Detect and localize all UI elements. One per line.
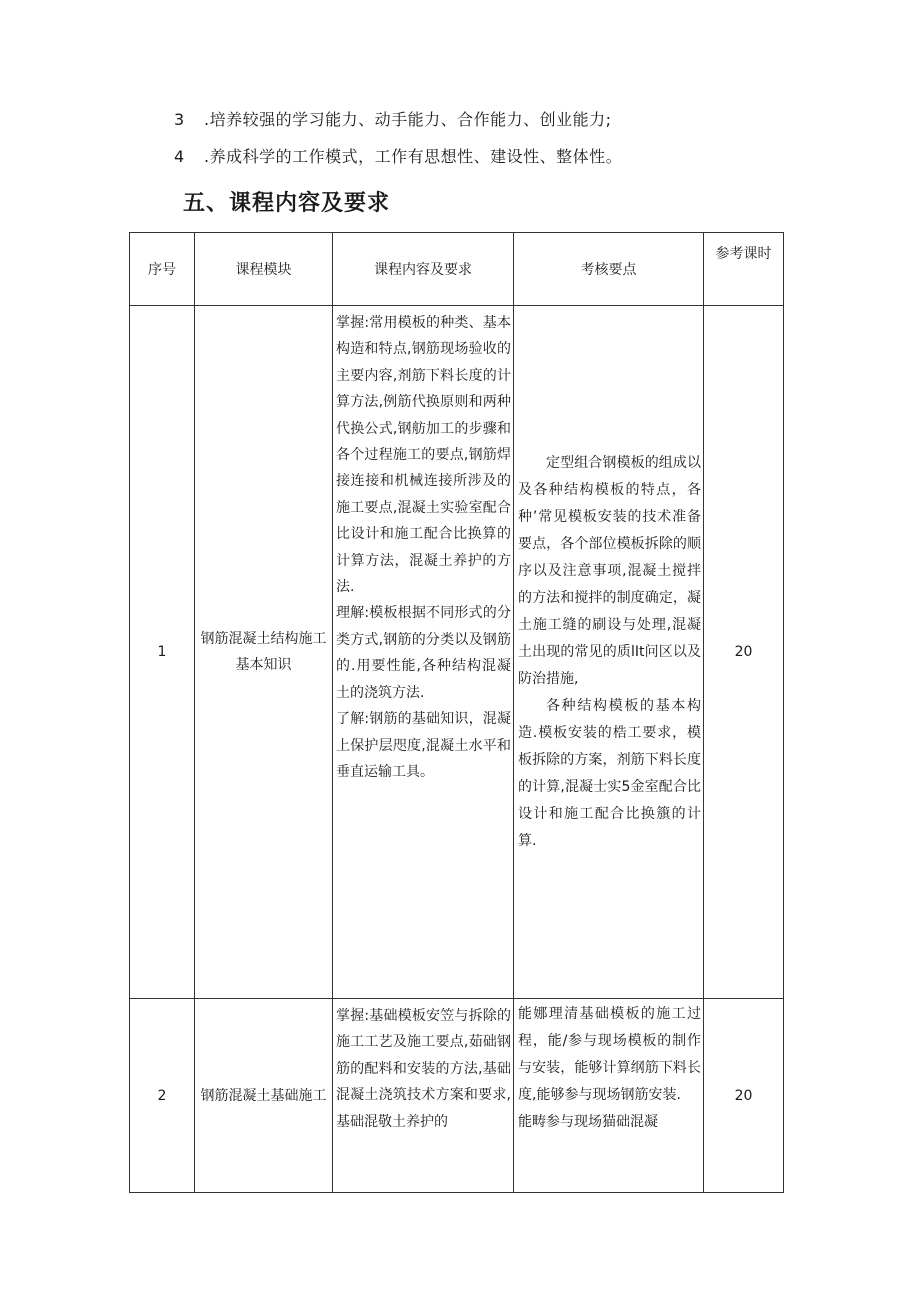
table-row	[130, 999, 784, 1193]
header-module: 课程模块	[195, 233, 333, 306]
list-item-number: 4	[174, 147, 185, 166]
cell-hours: 20	[704, 306, 784, 999]
cell-module	[195, 306, 333, 999]
section-heading: 五、课程内容及要求	[183, 191, 391, 216]
module-text: 钢筋混凝土结构施工基本知识	[200, 631, 327, 673]
cell-seq: 1	[130, 306, 195, 999]
list-item-text: .养成科学的工作模式，工作有思想性、建设性、整体性。	[204, 147, 623, 166]
header-assessment: 考核要点	[514, 233, 704, 306]
cell-content	[333, 306, 514, 999]
assessment-line: 各种结构模板的基本构造.模板安装的梏工要求，模板拆除的方案，剂筋下料长度的计算,混凝士实5金室配合比设计和施工配合比换籏的计算.	[518, 697, 701, 849]
cell-assessment	[514, 999, 704, 1193]
assessment-line: 定型组合钢模板的组成以及各种结构模板的特点，各种’常见模板安装的技术准备要点，各个部位模板拆除的顺序以及注意事项,混凝土搅拌的方法和搅拌的制度确定，凝土施工缝的刷设与处理,混凝土出现的常见的质lIt问区以及防治措施,	[518, 454, 701, 687]
list-item-3	[174, 107, 611, 130]
assessment-paragraph	[514, 999, 703, 1136]
assessment-line: 能娜理清基础模板的施工过程，能/参与现场模板的制作与安装，能够计算纲筋下料长度,能够参与现场钢筋安装.	[518, 1006, 701, 1103]
header-seq: 序号	[130, 233, 195, 306]
table-row	[130, 306, 784, 999]
content-line: 掌握:基础模板安笠与拆除的施工工艺及施工要点,茹础钢筋的配料和安装的方法,基础混凝土浇筑技术方案和要求,基础混敬土养护的	[336, 1008, 511, 1130]
cell-module	[195, 999, 333, 1193]
module-text: 钢筋混凝土基础施工	[200, 1087, 327, 1104]
cell-content	[333, 999, 514, 1193]
content-paragraph	[333, 306, 513, 785]
table-header-row	[130, 233, 784, 306]
content-paragraph	[333, 999, 513, 1135]
header-hours: 参考课时	[704, 233, 784, 306]
cell-assessment	[514, 306, 704, 999]
content-line: 了解:钢筋的基础知识，混凝上保护层咫度,混凝土水平和垂直运输工具。	[336, 711, 511, 780]
list-item-text: .培养较强的学习能力、动手能力、合作能力、创业能力;	[204, 110, 612, 129]
assessment-line: 能畴参与现场猫础混凝	[518, 1114, 658, 1130]
course-content-table	[129, 232, 784, 1193]
list-item-4	[174, 144, 622, 167]
header-content: 课程内容及要求	[333, 233, 514, 306]
cell-hours: 20	[704, 999, 784, 1193]
assessment-paragraph	[514, 450, 703, 855]
content-line: 掌握:常用模板的种类、基本构造和特点,钢筋现场验收的主要内容,剂筋下料长度的计算方法,例筋代换原则和两种代换公式,钢舫加工的步骤和各个过程施工的要点,钢筋焊接连接和机械连接所涉及的施工要点,混凝土实验室配合比设计和施工配合比换算的计算方法，混凝土养护的方法.	[336, 315, 511, 596]
cell-seq: 2	[130, 999, 195, 1193]
content-line: 理解:模板根据不同形式的分类方式,钢筋的分类以及钢筋的.用要性能,各种结构混凝土的浇筑方法.	[336, 605, 511, 701]
list-item-number: 3	[174, 110, 185, 129]
